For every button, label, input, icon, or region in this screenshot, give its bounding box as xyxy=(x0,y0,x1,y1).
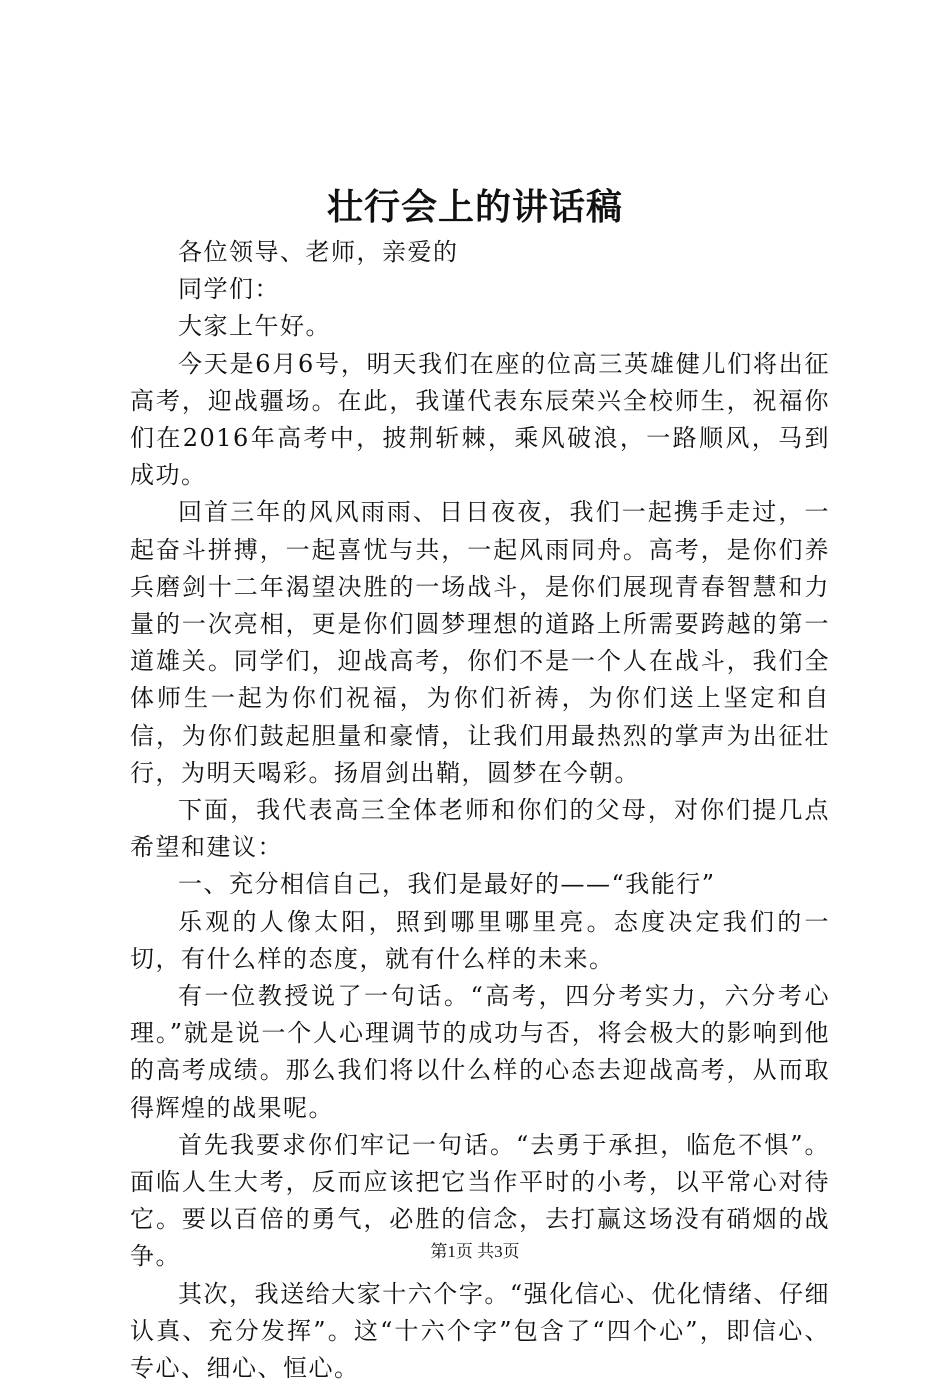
page-footer: 第1页 共3页 xyxy=(430,1242,520,1261)
paragraph-salutation-cont: 同学们： xyxy=(178,275,280,304)
paragraph-professor: 有一位教授说了一句话。“高考，四分考实力，六分考心理。”就是说一个人心理调节的成功与否，将会极大的影响到他的高考成绩。那么我们将以什么样的心态去迎战高考，从而取得辉煌的战果呢。 xyxy=(130,982,830,1122)
paragraph-greeting: 大家上午好。 xyxy=(178,312,331,341)
document-title: 壮行会上的讲话稿 xyxy=(326,186,623,228)
paragraph-transition: 下面，我代表高三全体老师和你们的父母，对你们提几点希望和建议： xyxy=(130,796,830,862)
paragraph-salutation: 各位领导、老师，亲爱的 xyxy=(178,238,459,266)
paragraph-attitude: 乐观的人像太阳，照到哪里哪里亮。态度决定我们的一切，有什么样的态度，就有什么样的未来。 xyxy=(130,907,830,973)
paragraph-second: 其次，我送给大家十六个字。“强化信心、优化情绪、仔细认真、充分发挥”。这“十六个字”包含了“四个心”，即信心、专心、细心、恒心。 xyxy=(130,1279,830,1383)
document-body xyxy=(130,234,830,1387)
paragraph-review: 回首三年的风风雨雨、日日夜夜，我们一起携手走过，一起奋斗拼搏，一起喜忧与共，一起风雨同舟。高考，是你们养兵磨剑十二年渴望决胜的一场战斗，是你们展现青春智慧和力量的一次亮相，更是你们圆梦理想的道路上所需要跨越的第一道雄关。同学们，迎战高考，你们不是一个人在战斗，我们全体师生一起为你们祝福，为你们祈祷，为你们送上坚定和自信，为你们鼓起胆量和豪情，让我们用最热烈的掌声为出征壮行，为明天喝彩。扬眉剑出鞘，圆梦在今朝。 xyxy=(130,498,830,787)
paragraph-intro: 今天是6月6号，明天我们在座的位高三英雄健儿们将出征高考，迎战疆场。在此，我谨代表东辰荣兴全校师生，祝福你们在2016年高考中，披荆斩棘，乘风破浪，一路顺风，马到成功。 xyxy=(130,349,830,490)
paragraph-first: 首先我要求你们牢记一句话。“去勇于承担，临危不惧”。面临人生大考，反而应该把它当作平时的小考，以平常心对待它。要以百倍的勇气，必胜的信念，去打赢这场没有硝烟的战争。 xyxy=(130,1130,830,1271)
paragraph-heading-one: 一、充分相信自己，我们是最好的——“我能行” xyxy=(178,870,716,899)
